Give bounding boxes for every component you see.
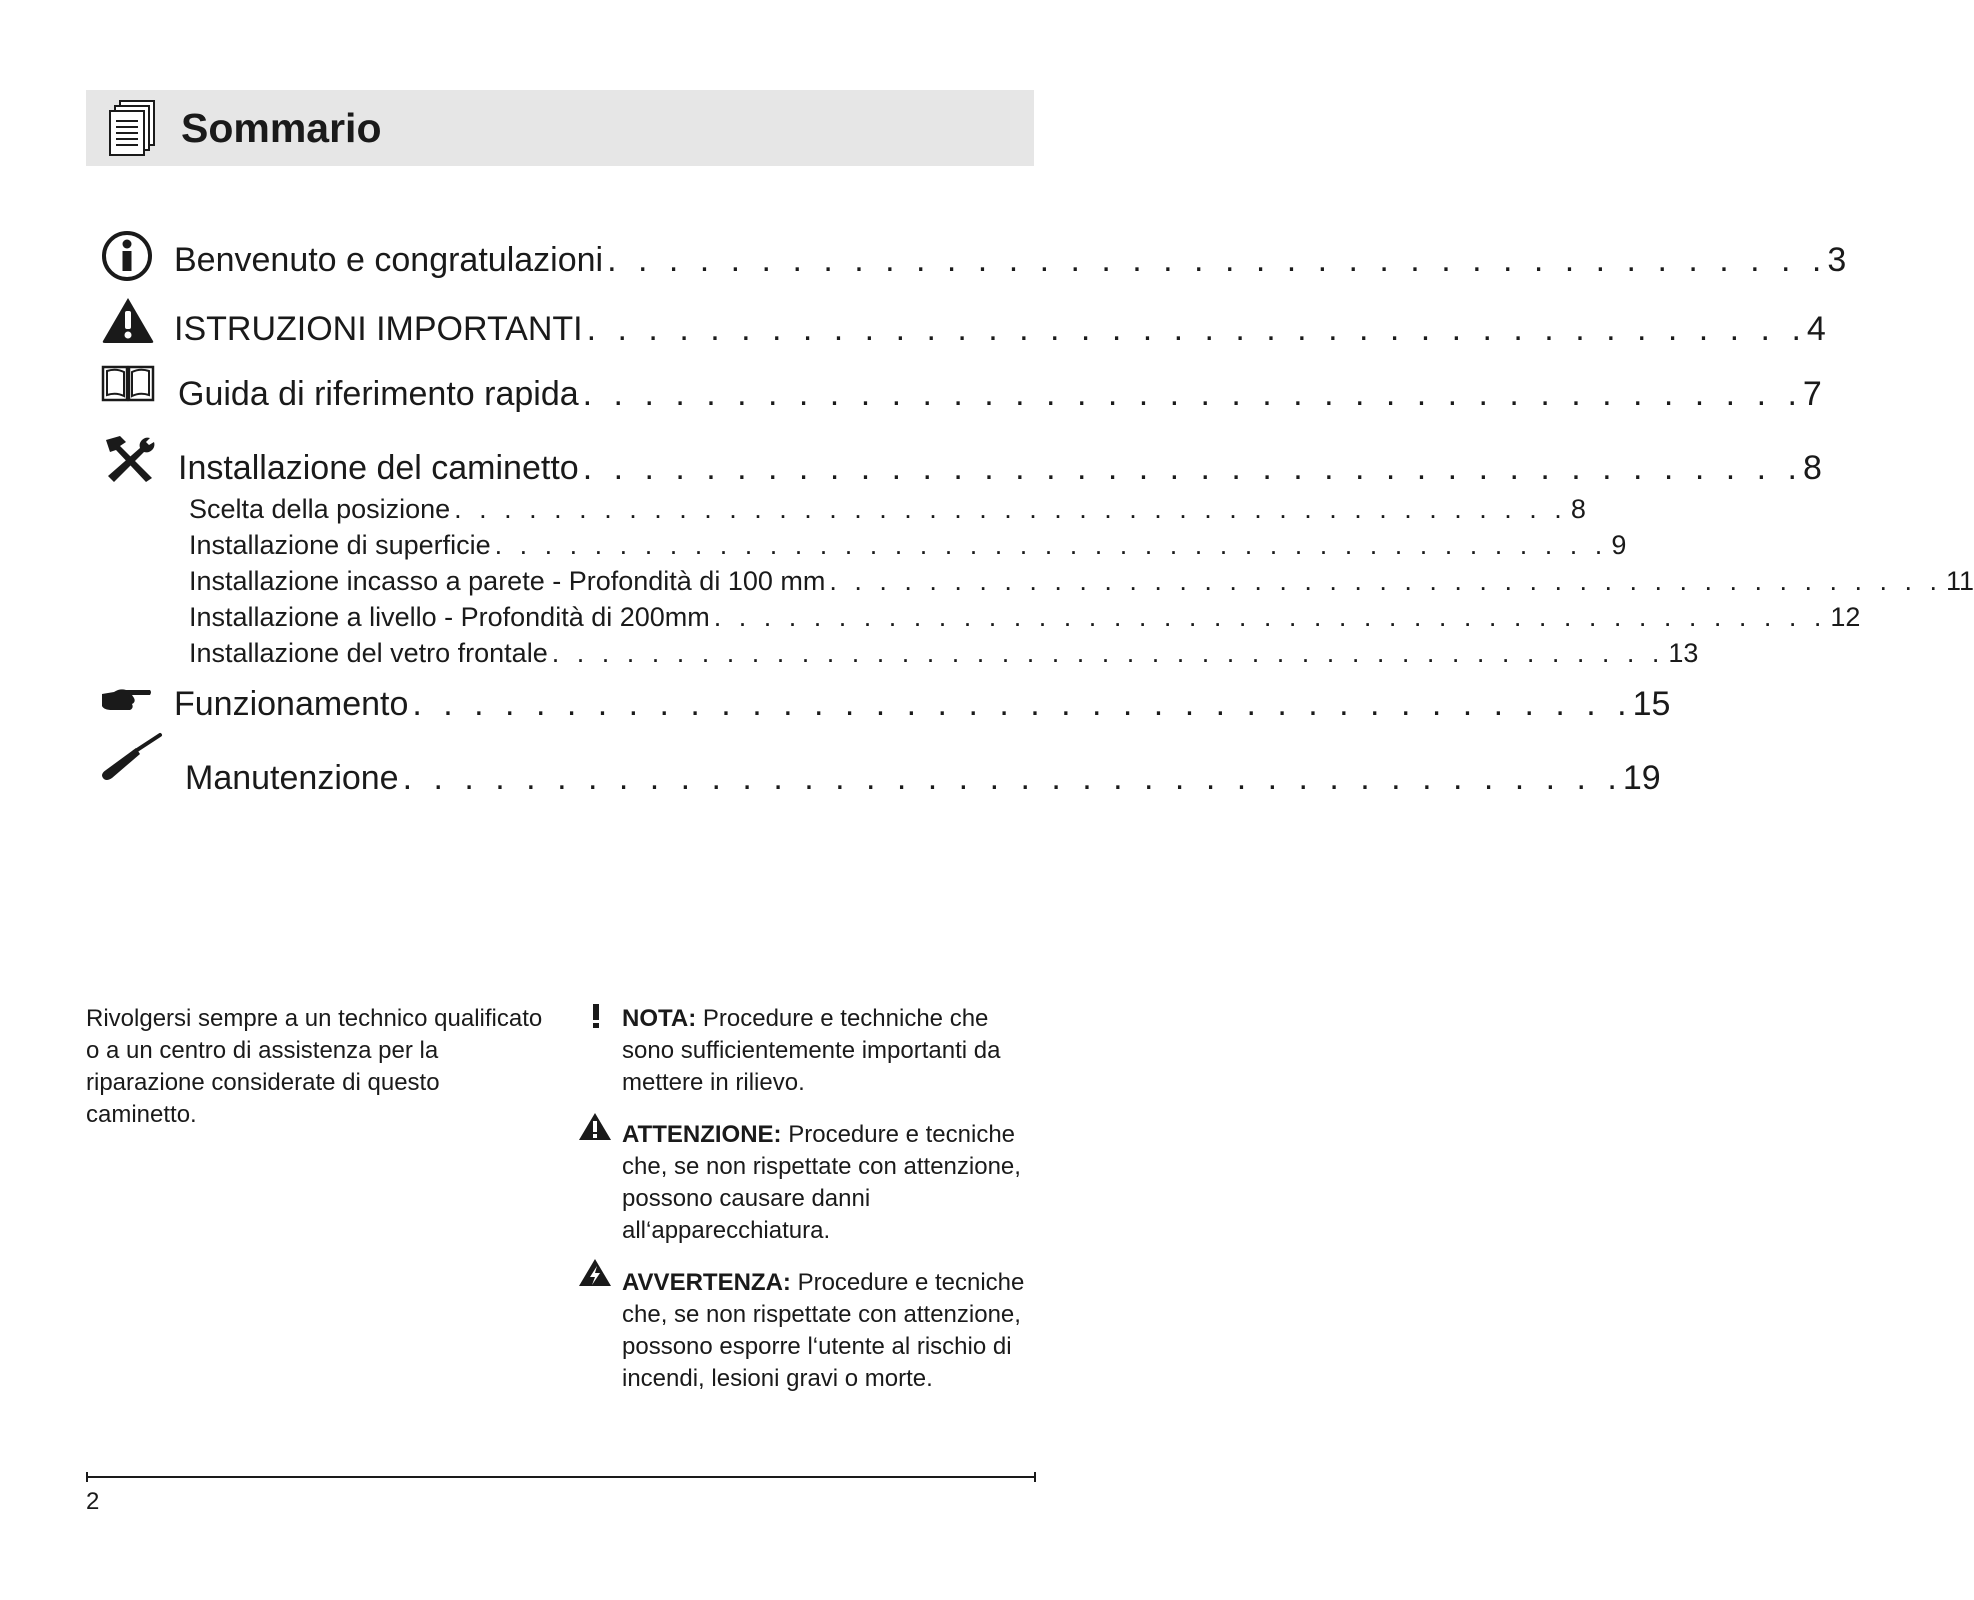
- toc-subentry-page: 9: [1611, 530, 1627, 560]
- toc-entry-label: Benvenuto e congratulazioni: [174, 241, 604, 279]
- electric-warning-icon: [578, 1258, 612, 1288]
- pointing-hand-icon: [100, 686, 152, 714]
- toc-entry-benvenuto[interactable]: [174, 240, 1847, 280]
- toc-dot-leader: . . . . . . . . . . . . . . . . . . . . . . . . . . . . . . . . . . . . . . . . . . . . .: [551, 638, 1665, 668]
- toc-dot-leader: . . . . . . . . . . . . . . . . . . . . . . . . . . . . . . . . . . . . . . . .: [607, 241, 1828, 279]
- toc-entry-guida[interactable]: [178, 374, 1822, 414]
- notice-label: AVVERTENZA:: [622, 1269, 791, 1296]
- warning-icon: [100, 295, 156, 345]
- toc-dot-leader: . . . . . . . . . . . . . . . . . . . . . . . . . . . . . . . . . . . . . . . . . . . . .: [454, 494, 1567, 524]
- toc-entry-funzionamento[interactable]: [174, 684, 1671, 724]
- toc-entry-page: 19: [1622, 759, 1661, 797]
- notice-nota: [622, 1003, 1042, 1099]
- notice-attenzione: [622, 1119, 1042, 1247]
- toc-entry-page: 4: [1806, 310, 1826, 348]
- warning-icon: [578, 1112, 612, 1142]
- toc-entry-page: 8: [1802, 449, 1822, 487]
- toc-entry-istruzioni[interactable]: [174, 309, 1826, 349]
- document-stack-icon: [106, 99, 158, 159]
- toc-entry-label: Funzionamento: [174, 685, 409, 723]
- notice-text: Procedure e techniche che sono sufficientemente importanti da mettere in rilievo.: [622, 1005, 1001, 1096]
- toc-subentry-scelta[interactable]: [189, 493, 1586, 525]
- notice-text: Procedure e tecniche che, se non rispettate con attenzione, possono causare danni all‘apparecchiatura.: [622, 1121, 1021, 1244]
- toc-subentry-label: Installazione di superficie: [189, 530, 491, 560]
- toc-subentry-label: Installazione a livello - Profondità di 200mm: [189, 602, 710, 632]
- exclamation-icon: [589, 1003, 603, 1029]
- toc-entry-manutenzione[interactable]: [185, 758, 1661, 798]
- toc-subentry-incasso[interactable]: [189, 565, 1974, 597]
- page-title: Sommario: [181, 105, 382, 151]
- toc-entry-page: 3: [1827, 241, 1847, 279]
- toc-subentry-page: 13: [1668, 638, 1699, 668]
- toc-entry-page: 15: [1632, 685, 1671, 723]
- service-note: Rivolgersi sempre a un technico qualificato o a un centro di assistenza per la riparazione considerate di questo caminetto.: [86, 1005, 543, 1128]
- toc-entry-label: Installazione del caminetto: [178, 449, 579, 487]
- toc-subentry-page: 8: [1570, 494, 1586, 524]
- info-icon: [101, 230, 153, 282]
- toc-subentry-label: Scelta della posizione: [189, 494, 451, 524]
- toc-subentry-superficie[interactable]: [189, 529, 1627, 561]
- open-book-icon: [100, 362, 156, 404]
- toc-dot-leader: . . . . . . . . . . . . . . . . . . . . . . . . . . . . . . . . . . . . . . . .: [402, 759, 1623, 797]
- toc-dot-leader: . . . . . . . . . . . . . . . . . . . . . . . . . . . . . . . . . . . . . . . . . . . . .: [829, 566, 1942, 596]
- toc-dot-leader: . . . . . . . . . . . . . . . . . . . . . . . . . . . . . . . . . . . . . . . .: [412, 685, 1633, 723]
- toc-dot-leader: . . . . . . . . . . . . . . . . . . . . . . . . . . . . . . . . . . . . . . . . . . . . .: [713, 602, 1827, 632]
- toc-entry-installazione[interactable]: [178, 448, 1822, 488]
- toc-entry-label: Manutenzione: [185, 759, 399, 797]
- toc-subentry-page: 11: [1946, 566, 1974, 596]
- footer-rule-tick: [86, 1472, 88, 1482]
- toc-subentry-label: Installazione incasso a parete - Profondità di 100 mm: [189, 566, 826, 596]
- toc-subentry-page: 12: [1830, 602, 1861, 632]
- toc-subentry-livello[interactable]: [189, 601, 1861, 633]
- toc-subentry-label: Installazione del vetro frontale: [189, 638, 548, 668]
- notice-text: Procedure e tecniche che, se non rispettate con attenzione, possono esporre l‘utente al rischio di incendi, lesioni gravi o morte.: [622, 1269, 1025, 1392]
- notice-label: ATTENZIONE:: [622, 1121, 782, 1148]
- header-bar: [86, 90, 1034, 166]
- toc-entry-label: ISTRUZIONI IMPORTANTI: [174, 310, 583, 348]
- toc-entry-label: Guida di riferimento rapida: [178, 375, 579, 413]
- toc-dot-leader: . . . . . . . . . . . . . . . . . . . . . . . . . . . . . . . . . . . . . . . .: [582, 449, 1803, 487]
- footer-rule: [86, 1476, 1036, 1478]
- footer-rule-tick: [1034, 1472, 1036, 1482]
- page-number: 2: [86, 1488, 100, 1515]
- toc-dot-leader: . . . . . . . . . . . . . . . . . . . . . . . . . . . . . . . . . . . . . . . .: [582, 375, 1803, 413]
- toc-subentry-vetro[interactable]: [189, 637, 1699, 669]
- toc-dot-leader: . . . . . . . . . . . . . . . . . . . . . . . . . . . . . . . . . . . . . . . . . . . . .: [494, 530, 1608, 560]
- toc-entry-page: 7: [1802, 375, 1822, 413]
- toc-dot-leader: . . . . . . . . . . . . . . . . . . . . . . . . . . . . . . . . . . . . . . . .: [586, 310, 1807, 348]
- screwdriver-icon: [100, 732, 164, 784]
- notice-avvertenza: [622, 1267, 1042, 1395]
- hammer-wrench-icon: [100, 434, 158, 484]
- notice-label: NOTA:: [622, 1005, 697, 1032]
